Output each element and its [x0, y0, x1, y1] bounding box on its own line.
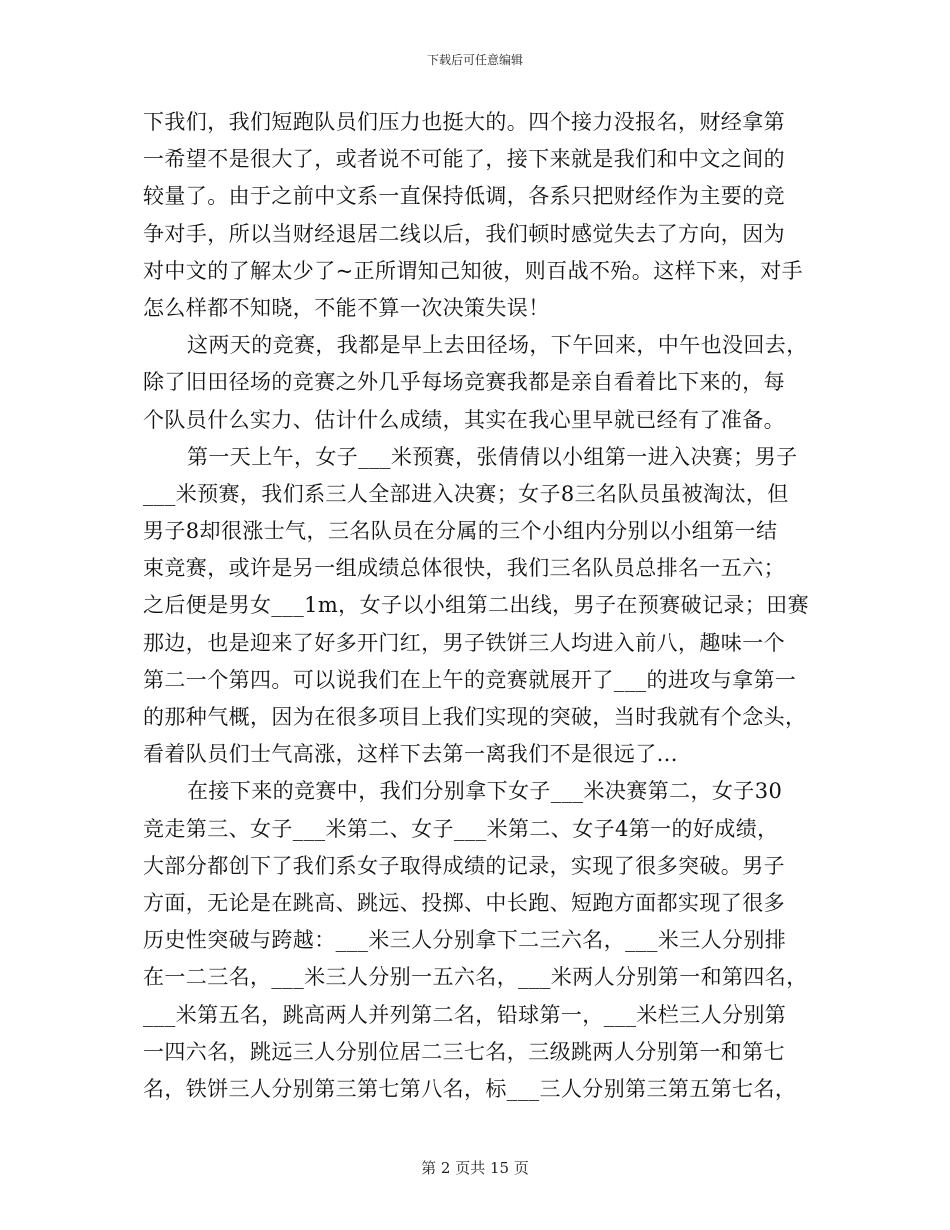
text-line: 在接下来的竞赛中，我们分别拿下女子___米决赛第二，女子30 [187, 779, 783, 804]
text-line: 较量了。由于之前中文系一直保持低调，各系只把财经作为主要的竞 [143, 184, 785, 209]
text-line: 怎么样都不知晓，不能不算一次决策失误！ [143, 295, 550, 320]
text-line: 这两天的竞赛，我都是早上去田径场，下午回来，中午也没回去， [187, 333, 808, 358]
text-line: 一四六名，跳远三人分别位居二三七名，三级跳两人分别第一和第七 [143, 1039, 785, 1064]
text-line: ___米第五名，跳高两人并列第二名，铅球第一，___米栏三人分别第 [143, 1002, 787, 1027]
paragraph-1 [143, 104, 807, 327]
text-line: 第一天上午，女子___米预赛，张倩倩以小组第一进入决赛；男子 [187, 444, 798, 469]
document-body [143, 104, 807, 1108]
text-line: 在一二三名，___米三人分别一五六名，___米两人分别第一和第四名， [143, 965, 808, 990]
text-line: 第二一个第四。可以说我们在上午的竞赛就展开了___的进攻与拿第一 [143, 667, 797, 692]
text-line: 个队员什么实力、估计什么成绩，其实在我心里早就已经有了准备。 [143, 407, 785, 432]
text-line: 的那种气概，因为在很多项目上我们实现的突破，当时我就有个念头， [143, 705, 807, 729]
page-number: 第 2 页共 15 页 [421, 1159, 529, 1177]
text-line: 历史性突破与跨越：___米三人分别拿下二三六名，___米三人分别排 [143, 928, 787, 953]
text-line: 除了旧田径场的竞赛之外几乎每场竞赛我都是亲自看着比下来的，每 [143, 370, 785, 395]
text-line: 大部分都创下了我们系女子取得成绩的记录，实现了很多突破。男子 [143, 853, 785, 878]
text-line: 那边，也是迎来了好多开门红，男子铁饼三人均进入前八，趣味一个 [143, 630, 785, 655]
text-line: 争对手，所以当财经退居二线以后，我们顿时感觉失去了方向，因为 [143, 221, 785, 246]
text-line: 对中文的了解太少了~正所谓知己知彼，则百战不殆。这样下来，对手 [143, 258, 803, 283]
text-line: 之后便是男女___1m，女子以小组第二出线，男子在预赛破记录；田赛 [143, 593, 809, 618]
text-line: 竞走第三、女子___米第二、女子___米第二、女子4第一的好成绩， [143, 816, 779, 841]
text-line: 看着队员们士气高涨，这样下去第一离我们不是很远了... [143, 742, 678, 767]
paragraph-2 [143, 327, 807, 439]
text-line: 束竞赛，或许是另一组成绩总体很快，我们三名队员总排名一五六； [143, 556, 785, 581]
paragraph-3 [143, 439, 807, 774]
text-line: ___米预赛，我们系三人全部进入决赛；女子8三名队员虽被淘汰，但 [143, 481, 789, 506]
page-header: 下载后可任意编辑 [426, 53, 523, 67]
text-line: 方面，无论是在跳高、跳远、投掷、中长跑、短跑方面都实现了很多 [143, 890, 785, 915]
text-line: 男子8却很涨士气，三名队员在分属的三个小组内分别以小组第一结 [143, 519, 778, 544]
text-line: 名，铁饼三人分别第三第七第八名，标___三人分别第三第五第七名， [143, 1076, 797, 1101]
text-line: 下我们，我们短跑队员们压力也挺大的。四个接力没报名，财经拿第 [143, 110, 785, 134]
paragraph-4 [143, 773, 807, 1108]
text-line: 一希望不是很大了，或者说不可能了，接下来就是我们和中文之间的 [143, 147, 785, 172]
